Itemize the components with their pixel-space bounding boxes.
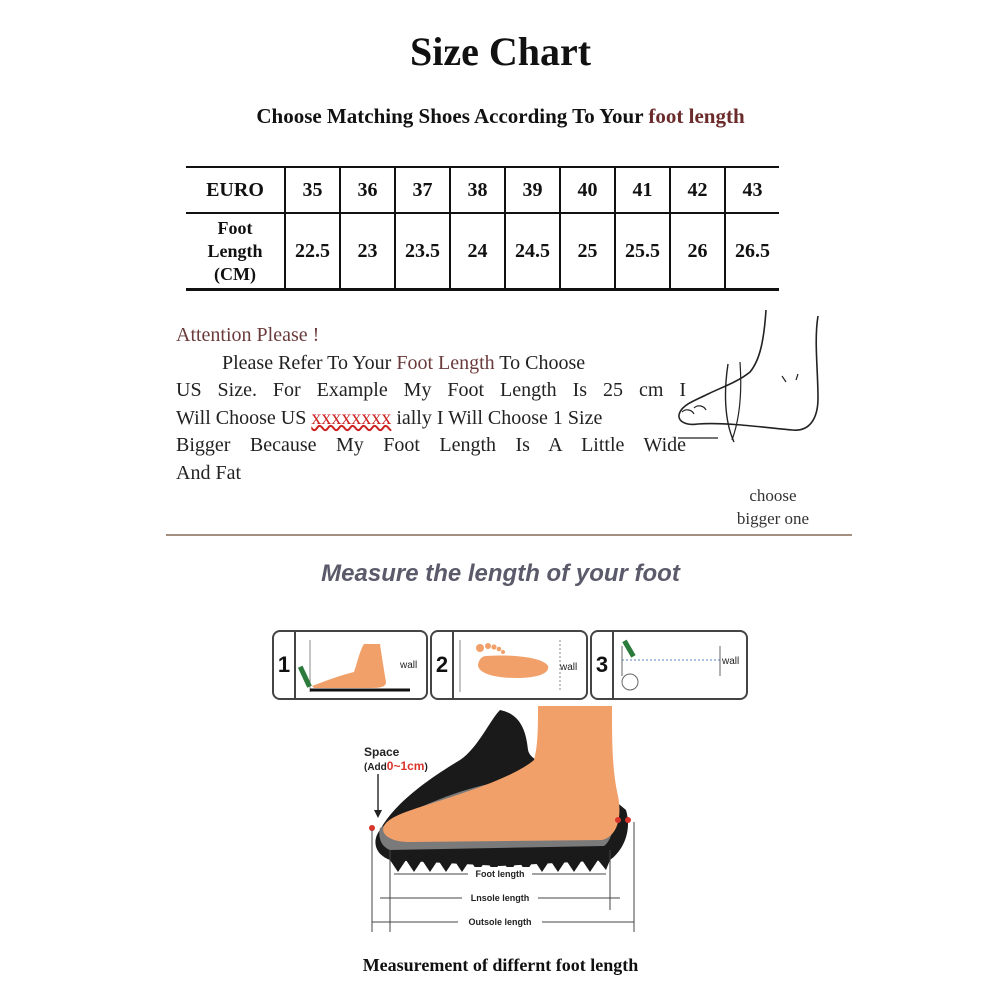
step-2-panel (430, 630, 588, 700)
section-divider (166, 534, 852, 536)
euro-cell: 38 (450, 167, 505, 213)
subtitle-prefix: Choose Matching Shoes According To Your (256, 104, 649, 128)
attention-text: To Choose (494, 351, 586, 374)
space-label: Space (364, 745, 400, 759)
choose-note-line: bigger one (736, 509, 810, 528)
foot-length-cell: 26.5 (725, 213, 779, 290)
subtitle-highlight: foot length (648, 104, 745, 128)
foot-length-cell: 22.5 (285, 213, 340, 290)
attention-line: Bigger Because My Foot Length Is A Little Wide (176, 434, 686, 456)
foot-length-label: Foot length (475, 869, 525, 879)
add-range: 0~1cm (386, 759, 425, 773)
euro-cell: 37 (395, 167, 450, 213)
foot-sketch-icon (668, 300, 838, 450)
attention-redacted: xxxxxxxx (311, 406, 392, 429)
choose-note (718, 484, 828, 530)
euro-cell: 42 (670, 167, 725, 213)
step-number: 3 (592, 632, 614, 698)
step-number: 1 (274, 632, 296, 698)
euro-cell: 43 (725, 167, 779, 213)
euro-cell: 40 (560, 167, 615, 213)
add-label (364, 759, 428, 773)
foot-length-cell: 25.5 (615, 213, 670, 290)
foot-length-row (186, 213, 779, 290)
euro-cell: 39 (505, 167, 560, 213)
attention-line (176, 405, 686, 433)
marker-dot (625, 817, 631, 823)
step-1-panel (272, 630, 428, 700)
foot-length-cell: 26 (670, 213, 725, 290)
euro-cell: 36 (340, 167, 395, 213)
add-prefix: (Add (364, 762, 387, 773)
attention-highlight: Foot Length (396, 351, 495, 374)
shoe-diagram (350, 700, 650, 940)
insole-length-label: Lnsole length (470, 893, 530, 903)
attention-text: Please Refer To Your (222, 351, 397, 374)
attention-line (176, 350, 686, 378)
measure-heading: Measure the length of your foot (321, 560, 680, 587)
foot-length-cell: 23.5 (395, 213, 450, 290)
euro-cell: 41 (615, 167, 670, 213)
size-table (186, 166, 779, 291)
foot-length-cell: 25 (560, 213, 615, 290)
attention-note (176, 322, 686, 487)
wall-label: wall (400, 660, 418, 671)
attention-line: US Size. For Example My Foot Length Is 25 cm I (176, 379, 686, 401)
attention-line: And Fat (176, 461, 241, 484)
page-title: Size Chart (409, 29, 592, 74)
foot-length-label-line: (CM) (214, 263, 256, 284)
attention-heading: Attention Please ! (176, 324, 320, 346)
foot-length-cell: 24 (450, 213, 505, 290)
step-number: 2 (432, 632, 454, 698)
euro-cell: 35 (285, 167, 340, 213)
foot-length-label (186, 213, 285, 290)
choose-note-line: choose (749, 486, 797, 505)
add-suffix: ) (424, 762, 428, 773)
foot-length-label-line: Foot (217, 217, 253, 238)
wall-label: wall (722, 656, 740, 667)
subtitle (0, 104, 1001, 129)
foot-length-cell: 24.5 (505, 213, 560, 290)
euro-label: EURO (186, 167, 285, 213)
diagram-caption: Measurement of differnt foot length (362, 955, 639, 975)
space-arrowhead (374, 810, 382, 818)
attention-text: Will Choose US (176, 406, 312, 429)
euro-row (186, 167, 779, 213)
outsole-length-label: Outsole length (468, 917, 532, 927)
foot-length-label-line: Length (207, 240, 263, 261)
wall-label: wall (560, 662, 578, 673)
foot-length-cell: 23 (340, 213, 395, 290)
attention-text: ially I Will Choose 1 Size (391, 406, 603, 429)
step-3-panel (590, 630, 748, 700)
marker-dot (615, 817, 621, 823)
